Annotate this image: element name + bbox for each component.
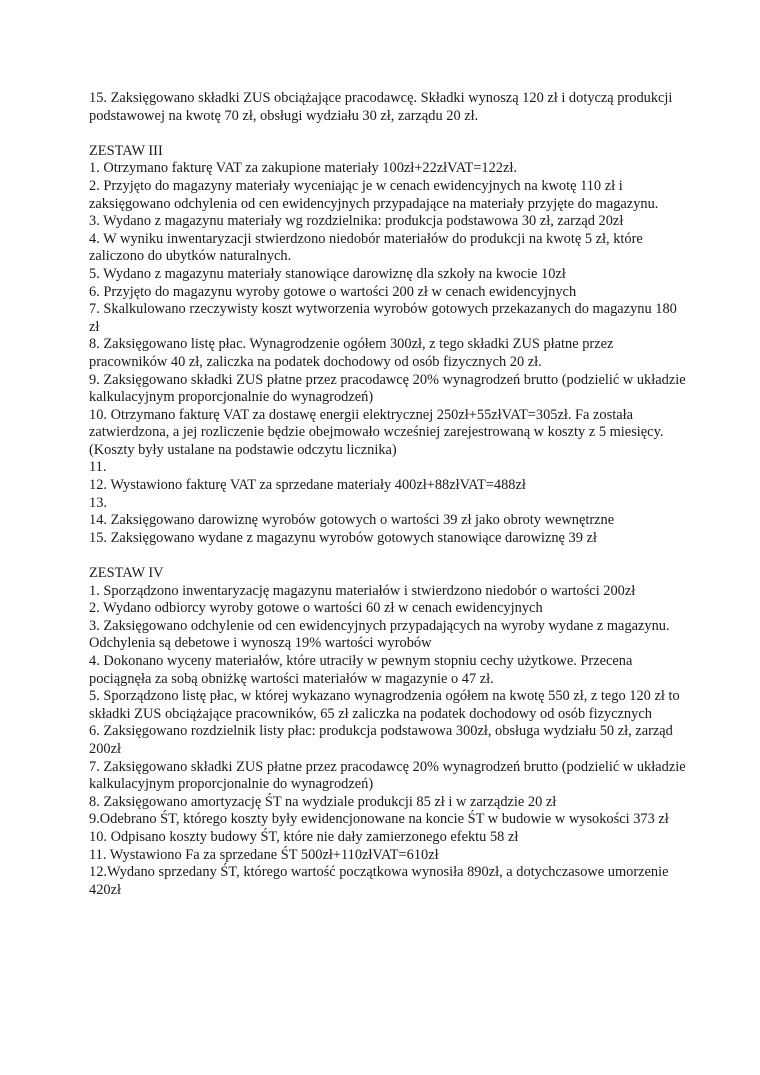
zestaw4-item: 5. Sporządzono listę płac, w której wykazano wynagrodzenia ogółem na kwotę 550 zł, z tego 120 zł to składki ZUS obciążające pracowników, 65 zł zaliczka na podatek dochodowy od osób fizycznych xyxy=(89,688,680,722)
zestaw3-item: 2. Przyjęto do magazyny materiały wyceniając je w cenach ewidencyjnych na kwotę 110 zł i zaksięgowano odchylenia od cen ewidencyjnych przypadające na materiały przyjęte do magazynu. xyxy=(89,177,659,212)
zestaw4-item: 4. Dokonano wyceny materiałów, które utraciły w pewnym stopniu cechy użytkowe. Przecena pociągnęła za sobą obniżkę wartości materiałów w magazynie o 47 zł. xyxy=(89,653,633,687)
zestaw3-item: 8. Zaksięgowano listę płac. Wynagrodzenie ogółem 300zł, z tego składki ZUS płatne przez pracowników 40 zł, zaliczka na podatek dochodowy od osób fizycznych 20 zł. xyxy=(89,336,614,370)
zestaw4-item: 10. Odpisano koszty budowy ŚT, które nie dały zamierzonego efektu 58 zł xyxy=(89,828,519,845)
zestaw3-item: 6. Przyjęto do magazynu wyroby gotowe o wartości 200 zł w cenach ewidencyjnych xyxy=(89,283,577,300)
zestaw4-item: 8. Zaksięgowano amortyzację ŚT na wydziale produkcji 85 zł i w zarządzie 20 zł xyxy=(89,793,557,810)
zestaw4-item: 3. Zaksięgowano odchylenie od cen ewidencyjnych przypadających na wyroby wydane z magazynu. Odchylenia są debetowe i wynoszą 19% wartości wyrobów xyxy=(89,617,670,652)
zestaw4-item: 2. Wydano odbiorcy wyroby gotowe o wartości 60 zł w cenach ewidencyjnych xyxy=(89,600,543,617)
zestaw4-item: 11. Wystawiono Fa za sprzedane ŚT 500zł+110złVAT=610zł xyxy=(89,846,439,863)
spacer xyxy=(89,125,689,143)
zestaw4-heading: ZESTAW IV xyxy=(89,565,164,582)
zestaw3-item: 9. Zaksięgowano składki ZUS płatne przez pracodawcę 20% wynagrodzeń brutto (podzielić w układzie kalkulacyjnym proporcjonalnie do wynagrodzeń) xyxy=(89,371,686,406)
zestaw3-item: 15. Zaksięgowano wydane z magazynu wyrobów gotowych stanowiące darowiznę 39 zł xyxy=(89,529,597,546)
zestaw4-item: 9.Odebrano ŚT, którego koszty były ewidencjonowane na koncie ŚT w budowie w wysokości 373 zł xyxy=(89,811,669,828)
zestaw3-item: 10. Otrzymano fakturę VAT za dostawę energii elektrycznej 250zł+55złVAT=305zł. Fa została zatwierdzona, a jej rozliczenie będzie obejmowało wcześniej zarejestrowaną w koszty z 5 miesięcy. (Koszty były ustalane na podstawie odczytu licznika) xyxy=(89,406,664,458)
zestaw3-item: 14. Zaksięgowano darowiznę wyrobów gotowych o wartości 39 zł jako obroty wewnętrzne xyxy=(89,512,615,529)
zestaw3-item: 5. Wydano z magazynu materiały stanowiące darowiznę dla szkoły na kwocie 10zł xyxy=(89,265,566,282)
zestaw4-item: 1. Sporządzono inwentaryzację magazynu materiałów i stwierdzono niedobór o wartości 200zł xyxy=(89,582,636,599)
zestaw4-item: 7. Zaksięgowano składki ZUS płatne przez pracodawcę 20% wynagrodzeń brutto (podzielić w układzie kalkulacyjnym proporcjonalnie do wynagrodzeń) xyxy=(89,758,686,793)
spacer xyxy=(89,547,689,565)
zestaw4-item: 6. Zaksięgowano rozdzielnik listy płac: produkcja podstawowa 300zł, obsługa wydziału 50 zł, zarząd 200zł xyxy=(89,723,673,757)
zestaw3-item: 12. Wystawiono fakturę VAT za sprzedane materiały 400zł+88złVAT=488zł xyxy=(89,477,526,494)
zestaw3-item: 1. Otrzymano fakturę VAT za zakupione materiały 100zł+22złVAT=122zł. xyxy=(89,160,517,177)
zestaw3-item: 3. Wydano z magazynu materiały wg rozdzielnika: produkcja podstawowa 30 zł, zarząd 20zł xyxy=(89,213,624,230)
zestaw3-item: 13. xyxy=(89,494,107,511)
document-page xyxy=(89,90,689,899)
zestaw3-list xyxy=(89,160,689,547)
zestaw3-item: 7. Skalkulowano rzeczywisty koszt wytworzenia wyrobów gotowych przekazanych do magazynu 180 zł xyxy=(89,301,677,335)
zestaw3-item: 11. xyxy=(89,459,107,476)
zestaw4-item: 12.Wydano sprzedany ŚT, którego wartość początkowa wynosiła 890zł, a dotychczasowe umorzenie 420zł xyxy=(89,864,669,898)
zestaw3-item: 4. W wyniku inwentaryzacji stwierdzono niedobór materiałów do produkcji na kwotę 5 zł, które zaliczono do ubytków naturalnych. xyxy=(89,230,643,265)
zestaw3-heading: ZESTAW III xyxy=(89,142,163,159)
zestaw4-list xyxy=(89,583,689,900)
zestaw2-item-15: 15. Zaksięgowano składki ZUS obciążające pracodawcę. Składki wynoszą 120 zł i dotyczą produkcji podstawowej na kwotę 70 zł, obsługi wydziału 30 zł, zarządu 20 zł. xyxy=(89,90,673,124)
